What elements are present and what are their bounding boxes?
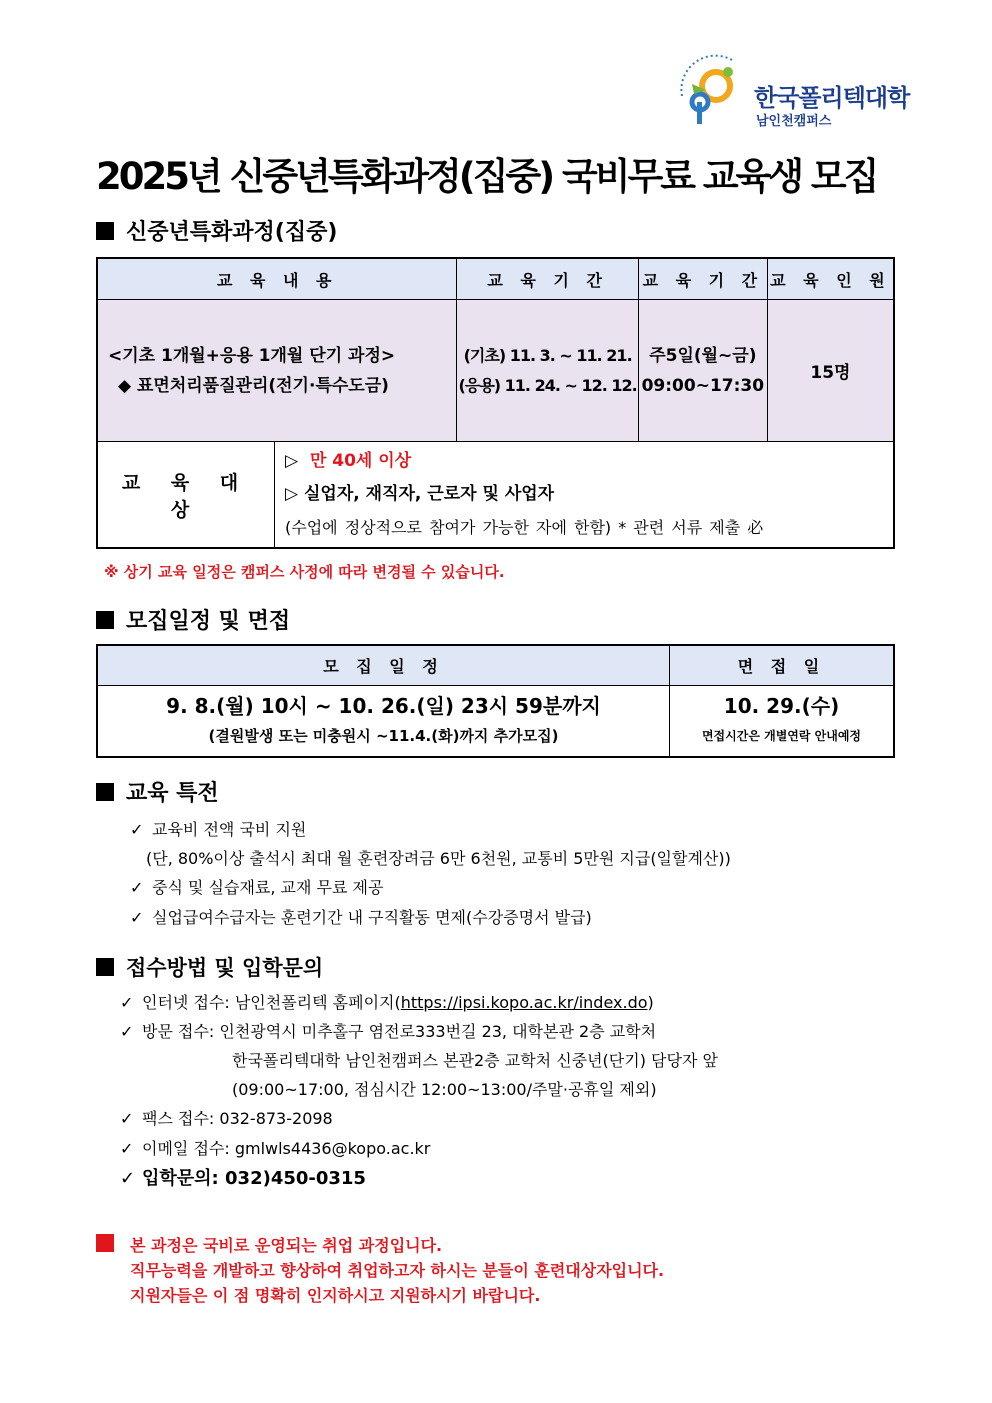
- check-icon: ✓: [130, 908, 144, 927]
- check-icon: ✓: [120, 1109, 134, 1128]
- recruit-period: 9. 8.(월) 10시 ~ 10. 26.(일) 23시 59분까지: [166, 694, 601, 718]
- header-interview: 면 접 일: [670, 645, 894, 686]
- period-basic: (기초) 11. 3. ~ 11. 21.: [463, 345, 632, 365]
- header-period: 교 육 기 간: [457, 258, 638, 300]
- footer-line3: 지원자들은 이 점 명확히 인지하시고 지원하시기 바랍니다.: [130, 1286, 541, 1305]
- schedule-change-notice: ※ 상기 교육 일정은 캠퍼스 사정에 따라 변경될 수 있습니다.: [104, 563, 505, 581]
- course-type: <기초 1개월+응용 1개월 단기 과정>: [108, 345, 396, 366]
- apply-fax: ✓ 팩스 접수: 032-873-2098: [120, 1109, 333, 1128]
- section-heading-apply: 접수방법 및 입학문의: [96, 952, 323, 982]
- square-bullet-icon: [96, 783, 114, 801]
- section-heading-course: 신중년특화과정(집중): [96, 215, 337, 246]
- recruit-row: [97, 686, 894, 758]
- check-icon: ✓: [130, 820, 144, 839]
- section-heading-benefits: 교육 특전: [96, 776, 219, 807]
- course-row: [97, 300, 894, 442]
- check-icon: ✓: [120, 1168, 136, 1189]
- campus-name: 남인천캠퍼스: [756, 114, 832, 129]
- admission-inquiry: ✓ 입학문의: 032)450-0315: [120, 1168, 366, 1189]
- course-name: ◆ 표면처리품질관리(전기·특수도금): [118, 375, 389, 396]
- square-bullet-icon: [96, 958, 114, 976]
- square-bullet-icon: [96, 222, 114, 240]
- apply-internet: ✓ 인터넷 접수: 남인천폴리텍 홈페이지(https://ipsi.kopo.ac.kr/index.do): [120, 993, 654, 1012]
- page-title: 2025년 신중년특화과정(집중) 국비무료 교육생 모집: [96, 155, 877, 198]
- target-cell: [275, 442, 894, 549]
- polytechnics-emblem: [672, 50, 752, 130]
- header-recruit-period: 모 집 일 정: [97, 645, 670, 686]
- course-schedule-cell: [638, 300, 767, 442]
- red-square-bullet-icon: [96, 1234, 114, 1252]
- target-condition: (수업에 정상적으로 참여가 가능한 자에 한함) * 관련 서류 제출 必: [285, 518, 764, 537]
- apply-email: ✓ 이메일 접수: gmlwls4436@kopo.ac.kr: [120, 1139, 431, 1158]
- header-content: 교 육 내 용: [97, 258, 457, 300]
- schedule-days: 주5일(월~금): [649, 345, 757, 366]
- recruit-period-cell: [97, 686, 670, 758]
- course-period-cell: [457, 300, 638, 442]
- footer-line2: 직무능력을 개발하고 향상하여 취업하고자 하시는 분들이 훈련대상자입니다.: [130, 1261, 665, 1280]
- header-schedule: 교 육 기 간: [638, 258, 767, 300]
- check-icon: ✓: [120, 993, 134, 1012]
- target-age-text: 만 40세 이상: [309, 451, 412, 471]
- target-label: 교 육 대 상: [97, 442, 275, 549]
- interview-date: 10. 29.(수): [723, 694, 840, 718]
- course-content-cell: [97, 300, 457, 442]
- footer-line1: 본 과정은 국비로 운영되는 취업 과정입니다.: [130, 1236, 443, 1255]
- benefit-item: ✓ 실업급여수급자는 훈련기간 내 구직활동 면제(수강증명서 발급): [130, 908, 592, 927]
- recruit-table: [96, 644, 895, 758]
- check-icon: ✓: [120, 1022, 134, 1041]
- apply-visit-line2: 한국폴리텍대학 남인천캠퍼스 본관2층 교학처 신중년(단기) 담당자 앞: [232, 1051, 718, 1070]
- course-capacity-cell: 15명: [767, 300, 894, 442]
- interview-cell: [670, 686, 894, 758]
- section-heading-recruit: 모집일정 및 면접: [96, 604, 290, 635]
- check-icon: ✓: [120, 1139, 134, 1158]
- apply-visit: ✓ 방문 접수: 인천광역시 미추홀구 염전로333번길 23, 대학본관 2층 교학처: [120, 1022, 657, 1041]
- target-age: ▷ 만 40세 이상: [285, 451, 412, 471]
- period-applied: (응용) 11. 24. ~ 12. 12.: [458, 375, 637, 395]
- schedule-hours: 09:00~17:30: [641, 375, 765, 396]
- apply-website-link[interactable]: https://ipsi.kopo.ac.kr/index.do: [400, 993, 648, 1012]
- interview-note: 면접시간은 개별연락 안내예정: [701, 729, 862, 743]
- square-bullet-icon: [96, 611, 114, 629]
- target-row: [97, 442, 894, 549]
- apply-visit-hours: (09:00~17:00, 점심시간 12:00~13:00/주말·공휴일 제외): [232, 1080, 657, 1099]
- footer-notice: [130, 1233, 664, 1308]
- college-logo: [672, 50, 912, 132]
- college-name: 한국폴리텍대학: [754, 84, 910, 112]
- check-icon: ✓: [130, 878, 144, 897]
- target-types: ▷ 실업자, 재직자, 근로자 및 사업자: [285, 484, 555, 504]
- benefit-item: ✓ 중식 및 실습재료, 교재 무료 제공: [130, 878, 384, 897]
- course-table: [96, 257, 895, 549]
- recruit-extra: (결원발생 또는 미충원시 ~11.4.(화)까지 추가모집): [208, 727, 559, 745]
- header-capacity: 교 육 인 원: [767, 258, 894, 300]
- recruit-table-header: [97, 645, 894, 686]
- benefit-item: ✓ 교육비 전액 국비 지원: [130, 820, 307, 839]
- benefit-item-detail: (단, 80%이상 출석시 최대 월 훈련장려금 6만 6천원, 교통비 5만원 지급(일할계산)): [146, 849, 731, 868]
- course-table-header: [97, 258, 894, 300]
